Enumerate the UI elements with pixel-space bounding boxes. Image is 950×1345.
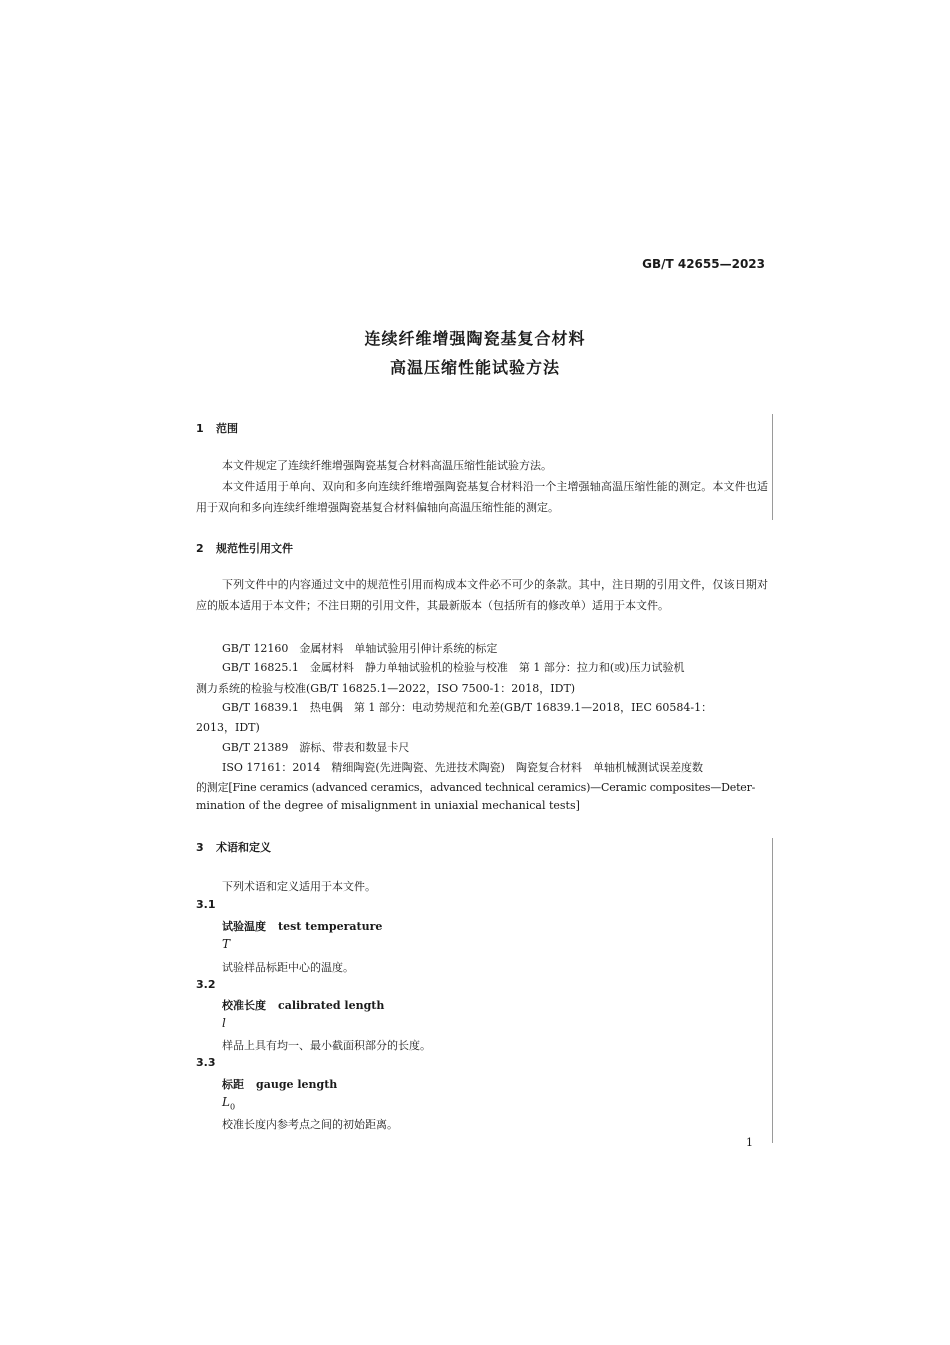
term-number: 3.2	[196, 978, 216, 991]
term-name-en: gauge length	[256, 1078, 338, 1091]
margin-change-bar	[772, 414, 773, 520]
reference-gbt-21389: GB/T 21389 游标、带表和数显卡尺	[222, 741, 410, 754]
reference-iso-17161-cont-1: 的测定[Fine ceramics (advanced ceramics，advanced technical ceramics)—Ceramic composites—Deter-	[196, 781, 756, 794]
section-3-number: 3	[196, 841, 204, 854]
section-1-title: 范围	[216, 422, 238, 435]
term-symbol	[222, 1095, 235, 1111]
term-number: 3.1	[196, 898, 216, 911]
term-name-en: test temperature	[278, 920, 383, 933]
section-1-para-2: 本文件适用于单向、双向和多向连续纤维增强陶瓷基复合材料沿一个主增强轴高温压缩性能的测定。本文件也适用于双向和多向连续纤维增强陶瓷基复合材料偏轴向高温压缩性能的测定。	[196, 480, 768, 514]
document-title-line1: 连续纤维增强陶瓷基复合材料	[364, 329, 586, 348]
term-name-zh: 试验温度	[222, 920, 266, 933]
term-symbol	[222, 1016, 226, 1032]
term-name-zh: 校准长度	[222, 999, 266, 1012]
term-name	[222, 918, 382, 934]
section-1-heading	[196, 420, 238, 436]
reference-gbt-16825-1-cont: 测力系统的检验与校准(GB/T 16825.1—2022，ISO 7500-1：2018，IDT)	[196, 682, 576, 695]
reference-gbt-16839-1-cont: 2013，IDT)	[196, 721, 260, 734]
reference-gbt-16839-1: GB/T 16839.1 热电偶 第 1 部分：电动势规范和允差(GB/T 16839.1—2018，IEC 60584-1：	[222, 701, 713, 714]
term-definition: 试验样品标距中心的温度。	[222, 961, 354, 974]
term-name	[222, 1076, 337, 1092]
term-definition: 校准长度内参考点之间的初始距离。	[222, 1118, 398, 1131]
section-3-heading	[196, 839, 271, 855]
term-symbol-base: T	[222, 937, 231, 951]
term-symbol	[222, 937, 230, 953]
section-2-heading	[196, 540, 293, 556]
document-title-line2: 高温压缩性能试验方法	[389, 358, 560, 377]
section-3-title: 术语和定义	[216, 841, 271, 854]
term-symbol-base: L	[222, 1095, 230, 1109]
section-2-number: 2	[196, 542, 204, 555]
reference-gbt-16825-1: GB/T 16825.1 金属材料 静力单轴试验机的检验与校准 第 1 部分：拉力和(或)压力试验机	[222, 661, 685, 674]
term-symbol-subscript: 0	[229, 1102, 236, 1112]
margin-change-bar	[772, 838, 773, 1143]
term-definition: 样品上具有均一、最小截面积部分的长度。	[222, 1039, 431, 1052]
standard-number: GB/T 42655—2023	[642, 257, 765, 271]
reference-iso-17161-cont-2: mination of the degree of misalignment in uniaxial mechanical tests]	[196, 799, 580, 812]
section-2-intro: 下列文件中的内容通过文中的规范性引用而构成本文件必不可少的条款。其中，注日期的引用文件，仅该日期对应的版本适用于本文件；不注日期的引用文件，其最新版本（包括所有的修改单）适用于本文件。	[196, 578, 768, 612]
term-symbol-base: l	[222, 1016, 226, 1030]
reference-gbt-12160: GB/T 12160 金属材料 单轴试验用引伸计系统的标定	[222, 642, 498, 655]
section-1-para-1: 本文件规定了连续纤维增强陶瓷基复合材料高温压缩性能试验方法。	[222, 459, 552, 472]
section-1-number: 1	[196, 422, 204, 435]
term-name-zh: 标距	[222, 1078, 244, 1091]
reference-iso-17161: ISO 17161：2014 精细陶瓷(先进陶瓷、先进技术陶瓷) 陶瓷复合材料 单轴机械测试误差度数	[222, 761, 703, 774]
page-number: 1	[746, 1136, 753, 1149]
term-name-en: calibrated length	[278, 999, 385, 1012]
section-2-title: 规范性引用文件	[216, 542, 293, 555]
term-name	[222, 997, 384, 1013]
term-number: 3.3	[196, 1056, 216, 1069]
section-3-intro: 下列术语和定义适用于本文件。	[222, 880, 376, 893]
